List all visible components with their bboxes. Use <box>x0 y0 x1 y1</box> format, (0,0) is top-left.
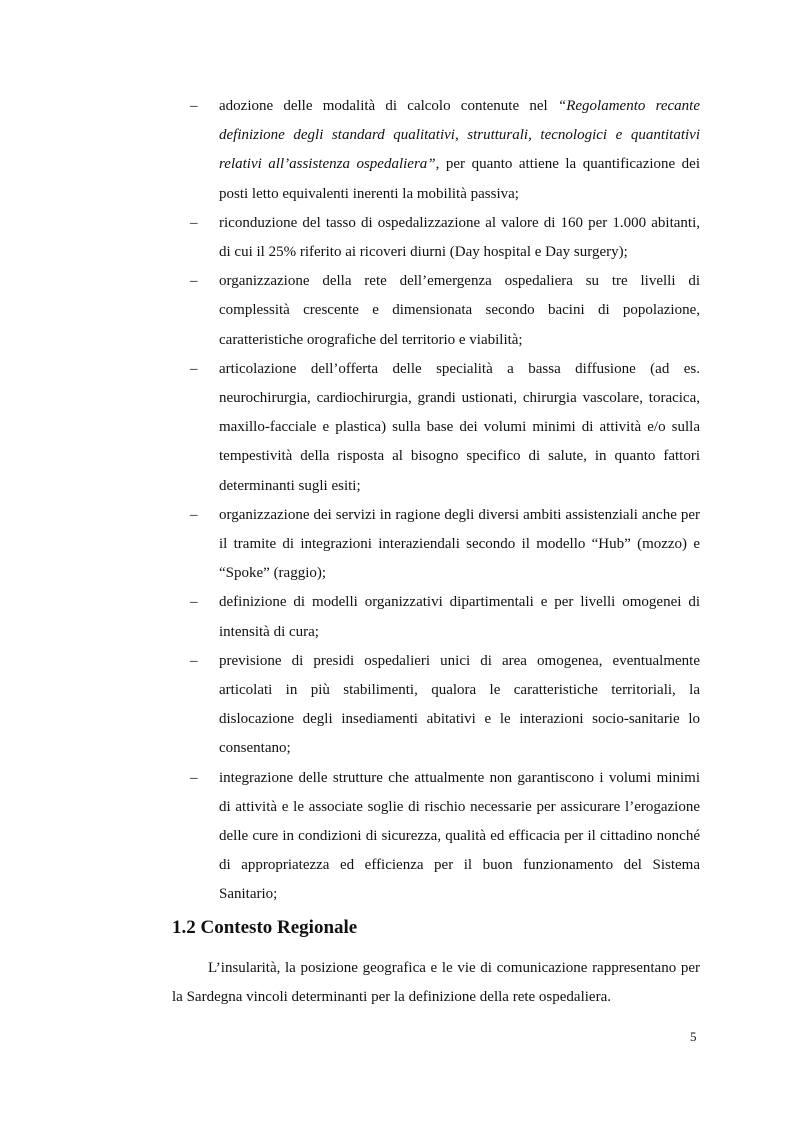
list-item <box>190 209 700 267</box>
dash-bullet: – <box>190 214 198 231</box>
dash-bullet: – <box>190 769 198 786</box>
list-item <box>190 501 700 589</box>
section-paragraph: L’insularità, la posizione geografica e le vie di comunicazione rappresentano per la Sardegna vincoli determinanti per la definizione della rete ospedaliera. <box>172 960 700 1006</box>
dash-bullet: – <box>190 594 198 611</box>
list-item <box>190 355 700 501</box>
list-item <box>190 92 700 209</box>
page-number: 5 <box>690 1029 697 1044</box>
list-item <box>190 764 700 910</box>
dash-bullet: – <box>190 506 198 523</box>
list-item-text: definizione di modelli organizzativi dipartimentali e per livelli omogenei di intensità di cura; <box>219 594 700 640</box>
list-item-text: articolazione dell’offerta delle specialità a bassa diffusione (ad es. neurochirurgia, cardiochirurgia, grandi ustionati, chirurgia vascolare, toracica, maxillo-facciale e plastica) sulla base dei volumi minimi di attività e/o sulla tempestività della risposta al bisogno specifico di salute, in quanto fattori determinanti sugli esiti; <box>219 360 700 494</box>
regulation-title: “Regolamento recante definizione degli standard qualitativi, strutturali, tecnologici e quantitativi relativi all’assistenza ospedaliera” <box>219 98 700 173</box>
dash-bullet: – <box>190 652 198 669</box>
list-item <box>190 588 700 646</box>
section-heading: 1.2 Contesto Regionale <box>172 917 358 938</box>
list-item-text: organizzazione dei servizi in ragione degli diversi ambiti assistenziali anche per il tramite di integrazioni interaziendali secondo il modello “Hub” (mozzo) e “Spoke” (raggio); <box>219 506 700 582</box>
dash-bullet: – <box>190 360 198 377</box>
dash-bullet: – <box>190 273 198 290</box>
list-item-text: integrazione delle strutture che attualmente non garantiscono i volumi minimi di attività e le associate soglie di rischio necessarie per assicurare l’erogazione delle cure in condizioni di sicurezza, qualità ed efficacia per il cittadino nonché di appropriatezza ed efficienza per il buon funzionamento del Sistema Sanitario; <box>219 769 700 903</box>
dash-bullet: – <box>190 98 198 114</box>
list-item-text: previsione di presidi ospedalieri unici di area omogenea, eventualmente articolati in più stabilimenti, qualora le caratteristiche territoriali, la dislocazione degli insediamenti abitativi e le interazioni socio-sanitarie lo consentano; <box>219 652 700 757</box>
requirements-list <box>190 92 700 910</box>
list-item <box>190 647 700 764</box>
list-item-text: organizzazione della rete dell’emergenza ospedaliera su tre livelli di complessità crescente e dimensionata secondo bacini di popolazione, caratteristiche orografiche del territorio e viabilità; <box>219 273 700 348</box>
list-item-text: riconduzione del tasso di ospedalizzazione al valore di 160 per 1.000 abitanti, di cui il 25% riferito ai ricoveri diurni (Day hospital e Day surgery); <box>219 214 700 261</box>
list-item-text: adozione delle modalità di calcolo contenute nel “Regolamento recante definizione degli standard qualitativi, strutturali, tecnologici e quantitativi relativi all’assistenza ospedaliera”, per quanto attiene la quantificazione dei posti letto equivalenti inerenti la mobilità passiva; <box>219 98 701 202</box>
list-item <box>190 267 700 355</box>
